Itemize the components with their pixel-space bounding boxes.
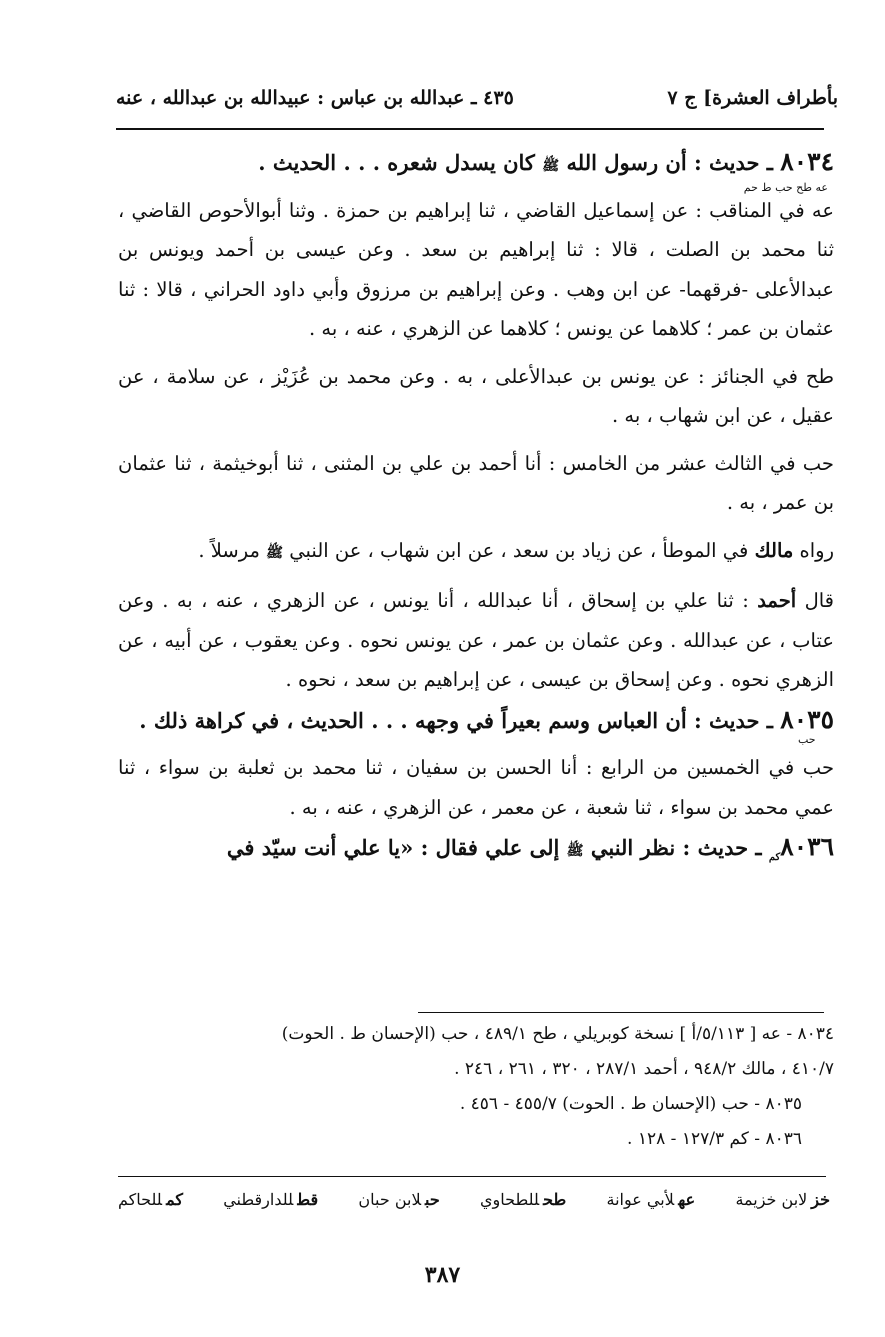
footnote-line: ٤١٠/٧ ، مالك ٩٤٨/٢ ، أحمد ٢٨٧/١ ، ٣٢٠ ، ٢٦١ ، ٢٤٦ . (454, 1059, 834, 1079)
legend-item: طحللطحاوي (480, 1190, 567, 1209)
text-run: مرسلاً . (198, 538, 260, 562)
footnotes (118, 1017, 834, 1157)
hadith-8036-title (118, 827, 834, 878)
hadith-sigla: عه طح حب ط حم (743, 180, 828, 194)
paragraph: عه في المناقب : عن إسماعيل القاضي ، ثنا إبراهيم بن حمزة . وثنا أبوالأحوص القاضي ، ثنا محمد بن الصلت ، قالا : ثنا إبراهيم بن سعد . وعن عيسى بن أحمد ويونس بن عبدالأعلى -فرقهما- عن ابن وهب . وعن إبراهيم بن مرزوق وأبي داود الحراني ، قالا : ثنا عثمان بن عمر ؛ كلاهما عن يونس ؛ كلاهما عن الزهري ، عنه ، به . (118, 198, 834, 340)
header-volume: بأطراف العشرة] ج ٧ (667, 87, 838, 109)
legend-item: كمللحاكم (118, 1190, 183, 1209)
hadith-title-part: ـ حديث : أن رسول الله (566, 150, 773, 175)
paragraph (118, 581, 834, 700)
header-chapter: ٤٣٥ ـ عبدالله بن عباس : عبيدالله بن عبدالله ، عنه (116, 87, 514, 109)
text-run: قال (804, 589, 834, 612)
salla-glyph: ﷺ (566, 843, 584, 859)
hadith-number: ٨٠٣٥ (780, 704, 834, 734)
footnote-rule (418, 1012, 824, 1013)
source-name: مالك (754, 538, 794, 562)
header-rule (116, 128, 824, 130)
hadith-title-part: كان يسدل شعره . . . الحديث . (258, 150, 535, 175)
legend-item: خزلابن خزيمة (735, 1190, 830, 1209)
legend-item: حبلابن حبان (358, 1190, 440, 1209)
hadith-title-part: ـ حديث : أن العباس وسم بعيراً في وجهه . . . الحديث ، في كراهة ذلك . (139, 707, 773, 733)
source-name: أحمد (757, 589, 797, 612)
text-run: رواه (799, 538, 834, 562)
legend-item: عهلأبي عوانة (606, 1190, 696, 1209)
hadith-number: ٨٠٣٤ (780, 147, 834, 176)
hadith-sigla: حب (798, 733, 816, 746)
paragraph: طح في الجنائز : عن يونس بن عبدالأعلى ، به . وعن محمد بن عُزَيْز ، عن سلامة ، عن عقيل ، عن ابن شهاب ، به . (118, 364, 834, 427)
main-text (118, 142, 834, 878)
hadith-title-part: إلى علي فقال : «يا علي أنت سيّد في (226, 835, 560, 860)
hadith-number: ٨٠٣٦ (780, 832, 834, 861)
footnote-line: ٨٠٣٥ - حب (الإحسان ط . الحوت) ٤٥٥/٧ - ٤٥٦ . (459, 1094, 802, 1114)
salla-glyph: ﷺ (266, 544, 284, 561)
salla-glyph: ﷺ (542, 158, 560, 174)
legend-rule (118, 1176, 826, 1177)
paragraph (118, 531, 834, 574)
text-run: في الموطأ ، عن زياد بن سعد ، عن ابن شهاب ، عن النبي (289, 538, 749, 562)
footnote-line: ٨٠٣٤ - عه [ ٥/١١٣/أ ] نسخة كوبريلي ، طح ٤٨٩/١ ، حب (الإحسان ط . الحوت) (281, 1024, 834, 1044)
hadith-title-part: ـ حديث : نظر النبي (590, 835, 762, 860)
page-number: ٣٨٧ (424, 1262, 461, 1288)
paragraph: حب في الخمسين من الرابع : أنا الحسن بن سفيان ، ثنا محمد بن ثعلبة بن سواء ، ثنا عمي محمد بن سواء ، ثنا شعبة ، عن معمر ، عن الزهري ، عنه ، به . (118, 756, 834, 819)
footnote-line: ٨٠٣٦ - كم ١٢٧/٣ - ١٢٨ . (627, 1129, 802, 1149)
abbreviation-legend (118, 1190, 830, 1209)
hadith-sigla: كم (768, 852, 781, 864)
hadith-8035-title (118, 700, 834, 741)
paragraph: حب في الثالث عشر من الخامس : أنا أحمد بن علي بن المثنى ، ثنا أبوخيثمة ، ثنا عثمان بن عمر ، به . (118, 451, 834, 514)
text-run: : ثنا علي بن إسحاق ، أنا عبدالله ، أنا يونس ، عن الزهري ، عنه ، به . وعن عتاب ، عن عبدالله . وعن عثمان بن عمر ، عن يونس نحوه . وعن يعقوب ، عن أبيه ، عن الزهري نحوه . وعن إسحاق بن عيسى ، عن إبراهيم بن سعد ، نحوه . (118, 589, 834, 691)
running-header (116, 78, 838, 118)
legend-item: قطللدارقطني (223, 1190, 319, 1209)
